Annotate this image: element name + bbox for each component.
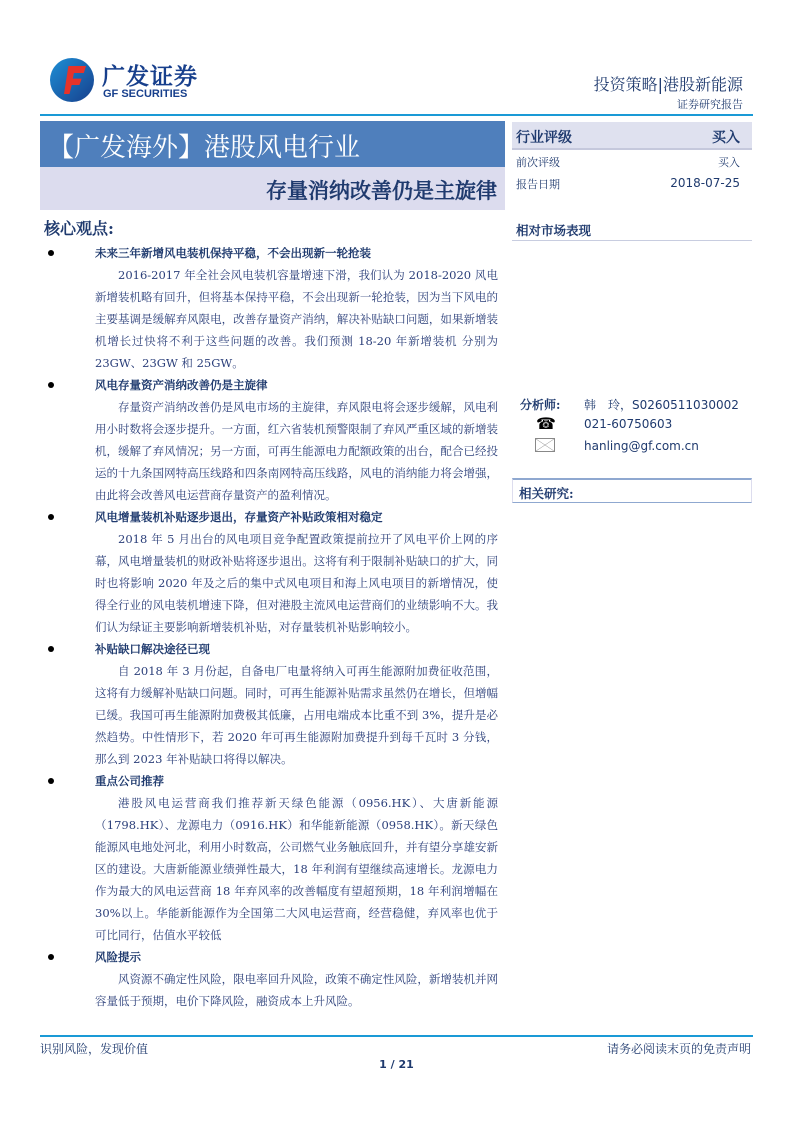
section: [40, 374, 506, 506]
section-body: 存量资产消纳改善仍是风电市场的主旋律，弃风限电将会逐步缓解，风电利用小时数将会逐步提升。一方面，红六省装机预警限制了弃风严重区域的新增装机，缓解了弃风情况；另一方面，可再生能源电力配额政策的出台，配合已经投运的十九条国网特高压线路和四条南网特高压线路，风电的消纳能力将会增强，由此将会改善风电运营商存量资产的盈利情况。: [95, 400, 498, 502]
related-research-box: [512, 478, 752, 503]
gf-logo: [50, 58, 210, 104]
rating-value: 买入: [712, 130, 740, 146]
report-category: 投资策略|港股新能源: [593, 75, 743, 94]
analyst-label: 分析师:: [520, 398, 561, 412]
prev-rating-value: 买入: [718, 156, 740, 169]
logo-mark-icon: [50, 58, 94, 102]
date-value: 2018-07-25: [670, 176, 740, 190]
logo-cn: 广发证券: [102, 64, 198, 90]
section-body: 风资源不确定性风险，限电率回升风险，政策不确定性风险，新增装机并网容量低于预期，电价下降风险，融资成本上升风险。: [95, 972, 498, 1008]
email-icon: [535, 438, 555, 452]
section-body: 2018 年 5 月出台的风电项目竞争配置政策提前拉开了风电平价上网的序幕，风电增量装机的财政补贴将逐步退出。这将有利于限制补贴缺口的扩大，同时也将影响 2020 年及之后的集中式风电项目和海上风电项目的新增情况，使得全行业的风电装机增速下降，但对港股主流风电运营商们的业绩影响不大。我们认为绿证主要影响新增装机补贴，对存量装机补贴影响较小。: [95, 532, 498, 634]
section: [40, 242, 506, 374]
section-heading: 风电存量资产消纳改善仍是主旋律: [40, 374, 506, 396]
section-heading: 补贴缺口解决途径已现: [40, 638, 506, 660]
core-views-title: 核心观点:: [44, 219, 114, 238]
page-number: 1 / 21: [379, 1058, 414, 1071]
section-body: 自 2018 年 3 月份起，自备电厂电量将纳入可再生能源附加费征收范围，这将有力缓解补贴缺口问题。同时，可再生能源补贴需求虽然仍在增长，但增幅已缓。我国可再生能源附加费极其低廉，占用电端成本比重不到 3%，提升是必然趋势。中性情形下，若 2020 年可再生能源附加费提升到每千瓦时 3 分钱，那么到 2023 年补贴缺口将得以解决。: [95, 664, 498, 766]
section: [40, 506, 506, 638]
footer-divider: [40, 1035, 753, 1037]
date-label: 报告日期: [516, 178, 560, 191]
section-body: 港股风电运营商我们推荐新天绿色能源（0956.HK）、大唐新能源（1798.HK）、龙源电力（0916.HK）和华能新能源（0958.HK）。新天绿色能源风电地处河北，利用小时数高，公司燃气业务触底回升，并有望分享雄安新区的建设。大唐新能源业绩弹性最大，18 年利润有望继续高速增长。龙源电力作为最大的风电运营商 18 年弃风率的改善幅度有望超预期，18 年利润增幅在 30%以上。华能新能源作为全国第二大风电运营商，经营稳健，弃风率也优于可比同行，估值水平较低: [95, 796, 498, 942]
related-research-title: 相关研究:: [519, 486, 574, 501]
report-type: 证券研究报告: [677, 98, 743, 111]
header-divider: [40, 114, 753, 116]
section-heading: 未来三年新增风电装机保持平稳，不会出现新一轮抢装: [40, 242, 506, 264]
footer-slogan: 识别风险，发现价值: [40, 1042, 149, 1056]
core-views: [40, 242, 506, 1012]
section-heading: 风险提示: [40, 946, 506, 968]
prev-rating-label: 前次评级: [516, 156, 560, 169]
section: [40, 770, 506, 946]
rating-header: [512, 122, 752, 150]
phone-icon: ☎: [536, 414, 556, 433]
report-subtitle: 存量消纳改善仍是主旋律: [266, 178, 497, 203]
section: [40, 946, 506, 1012]
analyst-name: 韩 玲，S0260511030002: [584, 398, 739, 412]
report-title: 【广发海外】港股风电行业: [48, 133, 361, 163]
analyst-phone: 021-60750603: [584, 417, 673, 431]
footer-disclaimer: 请务必阅读末页的免责声明: [606, 1042, 751, 1056]
section-heading: 重点公司推荐: [40, 770, 506, 792]
section-body: 2016-2017 年全社会风电装机容量增速下滑，我们认为 2018-2020 风电新增装机略有回升，但将基本保持平稳，不会出现新一轮抢装，因为当下风电的主要基调是缓解弃风限电，改善存量资产消纳，解决补贴缺口问题，如果新增装机增长过快将不利于这些问题的改善。我们预测 18-20 年新增装机 分别为 23GW、23GW 和 25GW。: [95, 268, 498, 370]
divider: [512, 240, 752, 241]
section-heading: 风电增量装机补贴逐步退出，存量资产补贴政策相对稳定: [40, 506, 506, 528]
market-performance-title: 相对市场表现: [516, 223, 592, 238]
analyst-email[interactable]: hanling@gf.com.cn: [584, 439, 699, 453]
section: [40, 638, 506, 770]
rating-label: 行业评级: [516, 130, 572, 146]
logo-en: GF SECURITIES: [103, 88, 188, 100]
